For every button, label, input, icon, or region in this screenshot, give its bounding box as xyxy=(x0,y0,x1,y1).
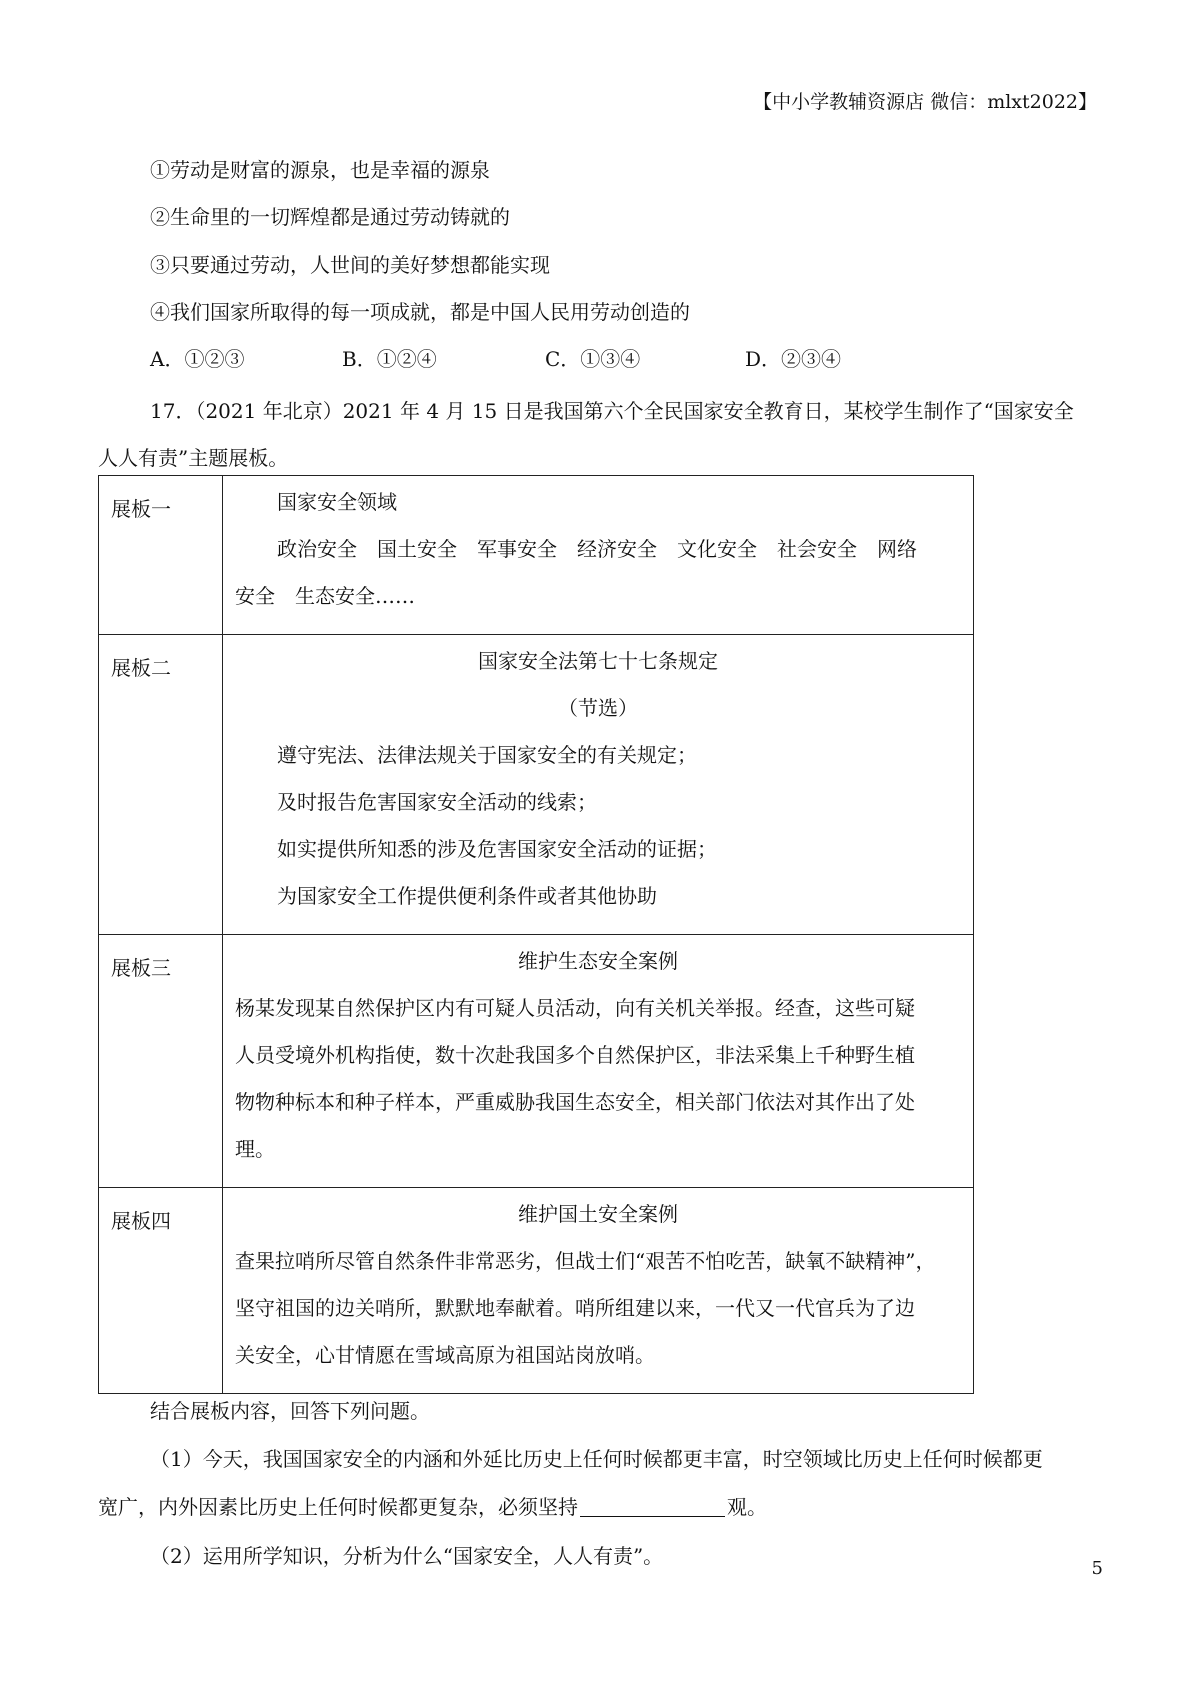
answer-choices xyxy=(150,343,930,373)
board-heading: 维护国土安全案例 xyxy=(518,1202,678,1226)
sub-question-1-line-1: （1）今天，我国国家安全的内涵和外延比历史上任何时候都更丰富，时空领域比历史上任何时候都更 xyxy=(150,1447,1043,1471)
statement-3: ③只要通过劳动，人世间的美好梦想都能实现 xyxy=(150,253,550,277)
board-heading: 维护生态安全案例 xyxy=(518,949,678,973)
sub-question-1-line-2 xyxy=(98,1491,767,1520)
page-number: 5 xyxy=(1091,1558,1103,1579)
board-line: 遵守宪法、法律法规关于国家安全的有关规定； xyxy=(277,743,697,767)
choice-d[interactable]: D．②③④ xyxy=(745,347,842,371)
choice-a[interactable]: A．①②③ xyxy=(150,347,245,371)
board-subheading: （节选） xyxy=(558,696,638,720)
board-line: 为国家安全工作提供便利条件或者其他协助 xyxy=(277,884,657,908)
sub-question-1-text: 宽广，内外因素比历史上任何时候都更复杂，必须坚持 xyxy=(98,1495,578,1519)
board-label: 展板二 xyxy=(99,635,223,935)
board-line: 如实提供所知悉的涉及危害国家安全活动的证据； xyxy=(277,837,717,861)
page-header: 【中小学教辅资源店 微信：mlxt2022】 xyxy=(753,91,1097,113)
board-line: 及时报告危害国家安全活动的线索； xyxy=(277,790,597,814)
sub-question-2: （2）运用所学知识，分析为什么“国家安全，人人有责”。 xyxy=(150,1544,664,1568)
board-content xyxy=(223,1188,974,1394)
board-content xyxy=(223,935,974,1188)
board-row-3 xyxy=(99,935,974,1188)
statement-1: ①劳动是财富的源泉，也是幸福的源泉 xyxy=(150,158,490,182)
question-17-line-2: 人人有责”主题展板。 xyxy=(98,446,289,470)
question-17-line-1: 17．（2021 年北京）2021 年 4 月 15 日是我国第六个全民国家安全教育日，某校学生制作了“国家安全 xyxy=(150,399,1074,423)
statement-2: ②生命里的一切辉煌都是通过劳动铸就的 xyxy=(150,205,510,229)
board-label: 展板四 xyxy=(99,1188,223,1394)
board-row-4 xyxy=(99,1188,974,1394)
board-label: 展板三 xyxy=(99,935,223,1188)
instruction: 结合展板内容，回答下列问题。 xyxy=(150,1399,430,1423)
choice-c[interactable]: C．①③④ xyxy=(545,347,641,371)
board-content xyxy=(223,476,974,635)
board-row-1 xyxy=(99,476,974,635)
board-content xyxy=(223,635,974,935)
board-row-2 xyxy=(99,635,974,935)
board-line: 政治安全 国土安全 军事安全 经济安全 文化安全 社会安全 网络 xyxy=(277,537,917,561)
board-line: 人员受境外机构指使，数十次赴我国多个自然保护区，非法采集上千种野生植 xyxy=(235,1043,915,1067)
board-label: 展板一 xyxy=(99,476,223,635)
choice-b[interactable]: B．①②④ xyxy=(342,347,437,371)
board-line: 理。 xyxy=(235,1137,275,1161)
board-line: 物物种标本和种子样本，严重威胁我国生态安全，相关部门依法对其作出了处 xyxy=(235,1090,915,1114)
board-line: 杨某发现某自然保护区内有可疑人员活动，向有关机关举报。经查，这些可疑 xyxy=(235,996,915,1020)
board-line: 查果拉哨所尽管自然条件非常恶劣，但战士们“艰苦不怕吃苦，缺氧不缺精神”， xyxy=(235,1249,936,1273)
board-line: 安全 生态安全…… xyxy=(235,584,415,608)
answer-blank[interactable] xyxy=(580,1496,725,1517)
board-heading: 国家安全领域 xyxy=(277,490,397,514)
board-heading: 国家安全法第七十七条规定 xyxy=(478,649,718,673)
board-line: 关安全，心甘情愿在雪域高原为祖国站岗放哨。 xyxy=(235,1343,655,1367)
board-line: 坚守祖国的边关哨所，默默地奉献着。哨所组建以来，一代又一代官兵为了边 xyxy=(235,1296,915,1320)
sub-question-1-suffix: 观。 xyxy=(727,1495,767,1519)
exhibit-boards-table xyxy=(98,475,974,1394)
statement-4: ④我们国家所取得的每一项成就，都是中国人民用劳动创造的 xyxy=(150,300,690,324)
